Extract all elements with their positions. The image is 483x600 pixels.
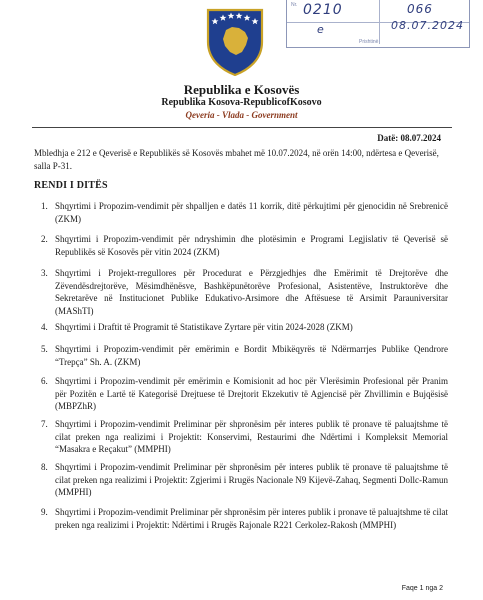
agenda-item-number: 5.: [41, 344, 48, 354]
agenda-item: [41, 506, 448, 531]
stamp-row-bottom: [287, 19, 469, 45]
agenda-item-text: Shqyrtimi i Propozim-vendimit për shpalljen e datës 11 korrik, ditë përkujtimi për gjenocidin në Srebrenicë (ZKM): [55, 201, 448, 224]
stamp-date: 08.07.2024: [391, 19, 464, 32]
agenda-item: [41, 321, 448, 334]
agenda-item: [41, 233, 448, 258]
agenda-item-text: Shqyrtimi i Propozim-vendimit për emërimin e Komisionit ad hoc për Vlerësimin Profesional për Pranim për Pozitën e Lartë të Kategorisë Drejtuese të Drejtorit Ekzekutiv të Agjencisë për Zhvillimin e Bujqësisë (MBPZhR): [55, 376, 448, 411]
agenda-heading: RENDI I DITËS: [34, 180, 108, 191]
agenda-item: [41, 343, 448, 368]
republic-subtitle: Republika Kosova-RepublicofKosovo: [161, 97, 322, 108]
stamp-row-top: Nr. 0210 066: [287, 0, 469, 23]
agenda-item: [41, 200, 448, 225]
agenda-item-text: Shqyrtimi i Draftit të Programit të Statistikave Zyrtare për vitin 2024-2028 (ZKM): [55, 322, 353, 332]
agenda-item-text: Shqyrtimi i Propozim-vendimit Preliminar për shpronësim për interes publik i pronave të paluajtshme të cilat preken nga realizimi i Projektit: Ndërtimi i Rrugës Rajonale R221 Cerkolez-Rakosh (MMPHI): [55, 507, 448, 530]
agenda-item-text: Shqyrtimi i Propozim-vendimit Preliminar për shpronësim për interes publik të pronave të paluajtshme të cilat preken nga realizimi i Projektit: Zgjerimi i Rrugës Nacionale N9 Kijevë-Zahaq, Segmenti Dollc-Ramun (MMPHI): [55, 462, 448, 497]
stamp-dash: e: [317, 23, 325, 36]
agenda-item-text: Shqyrtimi i Propozim-vendimit Preliminar për shpronësim për interes publik të pronave të paluajtshme të cilat preken nga realizimi i Projektit: Konservimi, Restaurimi dhe Ndërtimi i Kompleksit Memorial “Masakra e Reçakut” (MMPHI): [55, 419, 448, 454]
republic-title: Republika e Kosovës: [183, 82, 300, 97]
agenda-item-number: 3.: [41, 268, 48, 278]
agenda-item-number: 9.: [41, 507, 48, 517]
stamp-code: 066: [407, 2, 433, 16]
agenda-item: [41, 375, 448, 413]
document-date: Datë: 08.07.2024: [377, 133, 441, 143]
agenda-item-number: 2.: [41, 234, 48, 244]
agenda-item-number: 6.: [41, 376, 48, 386]
kosovo-coat-of-arms-icon: [206, 8, 264, 76]
registry-stamp: [286, 0, 470, 48]
stamp-city: Prishtinë: [359, 39, 379, 45]
header-divider: [32, 127, 452, 128]
agenda-item: [41, 461, 448, 499]
agenda-item: [41, 418, 448, 456]
agenda-item-number: 8.: [41, 462, 48, 472]
page-number: Faqe 1 nga 2: [401, 585, 443, 592]
agenda-item-text: Shqyrtimi i Propozim-vendimit për emërimin e Bordit Mbikëqyrës të Ndërmarrjes Publike Qendrore “Trepça” Sh. A. (ZKM): [55, 344, 448, 367]
agenda-item-text: Shqyrtimi i Propozim-vendimit për ndryshimin dhe plotësimin e Programi Legjislativ të Qeverisë së Republikës së Kosovës për vitin 2024 (ZKM): [55, 234, 448, 257]
agenda-item: [41, 267, 448, 317]
agenda-item-number: 7.: [41, 419, 48, 429]
agenda-item-number: 1.: [41, 201, 48, 211]
agenda-item-text: Shqyrtimi i Projekt-rregullores për Procedurat e Përzgjedhjes dhe Emërimit të Drejtorëve dhe Zëvendësdrejtorëve, Mësimdhënësve, Bashkëpunëtorëve Profesional, Asistentëve, Instruktorëve dhe Sekretarëve në Institucionet Publike Edukativo-Arsimore dhe Aftësuese të Arsimit Parauniversitar (MAShTI): [55, 268, 448, 316]
agenda-item-number: 4.: [41, 322, 48, 332]
stamp-number: 0210: [303, 2, 343, 18]
meeting-intro: Mbledhja e 212 e Qeverisë e Republikës së Kosovës mbahet më 10.07.2024, në orën 14:00, ndërtesa e Qeverisë, salla P-31.: [34, 148, 439, 171]
government-line: Qeveria - Vlada - Government: [185, 110, 298, 120]
